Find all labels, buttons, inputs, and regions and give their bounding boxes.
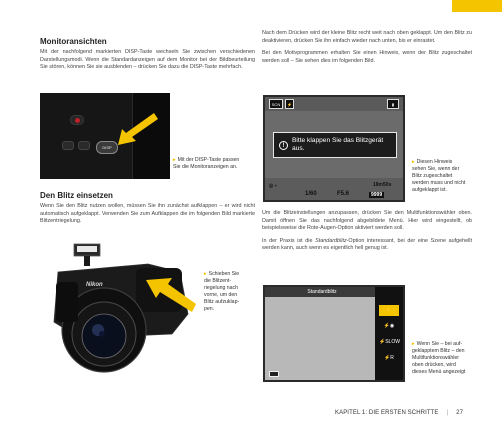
caption-arrow-icon: ▸ bbox=[412, 159, 415, 165]
caption-hinweis-line5: aufgeklappt ist. bbox=[412, 187, 447, 193]
flash-option-rear: ⚡R bbox=[384, 355, 394, 361]
para4-emphasis: Standardblitz bbox=[315, 237, 347, 244]
flash-warning-message bbox=[273, 132, 397, 158]
caption-menu-line1: Wenn Sie – bei auf- bbox=[416, 341, 463, 347]
caption-menu-line5: dieses Menü angezeigt bbox=[412, 369, 466, 375]
page-number: 27 bbox=[456, 410, 464, 416]
highlight-arrow-icon bbox=[114, 111, 158, 147]
stabilizer-icon: ◎ ◐ bbox=[269, 183, 278, 189]
playback-button-icon bbox=[62, 141, 74, 150]
flash-menu-title: Standardblitz bbox=[265, 287, 379, 297]
caption-hinweis-line2: sehen Sie, wenn der bbox=[412, 166, 460, 172]
right-column-lower bbox=[262, 210, 472, 257]
caption-hinweis bbox=[412, 159, 474, 194]
page-footer bbox=[335, 410, 463, 416]
caption-disp bbox=[173, 157, 263, 171]
warning-icon: ! bbox=[279, 141, 288, 150]
paragraph-blitz: Wenn Sie den Blitz nutzen wollen, müssen Sie ihn zunächst aufklappen – er wird nicht automatisch aufgeklappt. Verwenden Sie zum Aufklappen die im folgenden Bild markierte Blitzentriegelung. bbox=[40, 203, 255, 225]
caption-hinweis-line1: Diesen Hinweis bbox=[416, 159, 453, 165]
remaining-time: 18m50s bbox=[373, 182, 392, 188]
left-column-blitz bbox=[40, 191, 255, 231]
lcd-screen-flash-menu bbox=[263, 285, 405, 382]
caption-blitz bbox=[204, 271, 256, 313]
chapter-title: KAPITEL 1: DIE ERSTEN SCHRITTE bbox=[335, 410, 439, 416]
para4-pre: In der Praxis ist die bbox=[262, 237, 316, 244]
record-button-icon bbox=[70, 115, 84, 125]
caption-arrow-icon: ▸ bbox=[173, 157, 176, 163]
paragraph-motivprogramme: Bei den Motivprogrammen erhalten Sie einen Hinweis, wenn der Blitz zugeschaltet werden soll – Sie sehen dies im folgenden Bild. bbox=[262, 50, 472, 64]
para4-post: -Option interessant, bei der eine Szene aufgehellt werden kann, auch wenn es eigentlich hell genug ist. bbox=[262, 237, 472, 252]
caption-blitz-line3: riegelung nach bbox=[204, 285, 239, 291]
caption-menu bbox=[412, 341, 478, 376]
caption-blitz-line2: die Blitzent- bbox=[204, 278, 232, 284]
scene-mode-chip: SCN bbox=[269, 99, 283, 109]
caption-disp-line1: Mit der DISP-Taste passen bbox=[177, 157, 240, 163]
brand-logo-text: Nikon bbox=[86, 282, 103, 288]
remaining-shots: 9999 bbox=[371, 192, 383, 198]
footer-separator: | bbox=[446, 410, 449, 416]
battery-icon bbox=[269, 371, 279, 377]
camera-front-illustration bbox=[40, 242, 200, 374]
disp-label: DISP bbox=[102, 145, 112, 150]
photo-camera-front bbox=[40, 242, 200, 374]
aperture-value: F5.6 bbox=[337, 191, 350, 197]
shutter-speed: 1/60 bbox=[305, 191, 317, 197]
paragraph-monitoransichten: Mit der nachfolgend markierten DISP-Taste wechseln Sie zwischen verschiedenen Darstellungsmodi. Wenn die Standardanzeigen auf dem Monitor bei der Bildbeurteilung Sie stören, können Sie sie ausblenden – drücken Sie dazu die DISP-Taste mehrfach. bbox=[40, 49, 255, 71]
caption-hinweis-line4: werden muss und nicht bbox=[412, 180, 466, 186]
flash-option-auto: ⚡ bbox=[379, 305, 399, 316]
caption-disp-line2: Sie die Monitoranzeigen an. bbox=[173, 164, 238, 170]
caption-arrow-icon: ▸ bbox=[204, 271, 207, 277]
warning-line2: aus. bbox=[292, 145, 305, 152]
flash-mode-icon: ⚡ bbox=[285, 99, 294, 109]
right-column bbox=[262, 30, 472, 70]
paragraph-blitzeinstellungen: Um die Blitzeinstellungen anzupassen, drücken Sie den Multifunktionswähler oben. Damit öffnen Sie das nachfolgend abgebildete Menü. Hier wird eingestellt, ob beispielsweise die Rote-Augen-Option aktiviert werden soll. bbox=[262, 210, 472, 232]
battery-icon: ▮ bbox=[387, 99, 399, 109]
flash-option-slow: ⚡SLOW bbox=[379, 339, 400, 345]
heading-monitoransichten: Monitoransichten bbox=[40, 37, 107, 46]
lcd-screen-flash-warning bbox=[263, 95, 405, 202]
heading-blitz: Den Blitz einsetzen bbox=[40, 191, 113, 200]
caption-blitz-line5: Blitz aufzuklap- bbox=[204, 299, 240, 305]
paragraph-standardblitz bbox=[262, 238, 472, 253]
caption-menu-line3: Multifunktionswähler bbox=[412, 355, 459, 361]
warning-line1: Bitte klappen Sie das Blitzgerät bbox=[292, 137, 384, 144]
caption-arrow-icon: ▸ bbox=[412, 341, 415, 347]
caption-blitz-line4: vorne, um den bbox=[204, 292, 238, 298]
flash-menu-list bbox=[375, 287, 403, 380]
flash-option-redeye: ⚡◉ bbox=[383, 323, 395, 329]
caption-menu-line4: oben drücken, wird bbox=[412, 362, 456, 368]
menu-button-icon bbox=[78, 141, 90, 150]
left-column bbox=[40, 37, 255, 77]
caption-blitz-line1: Schieben Sie bbox=[208, 271, 240, 277]
caption-blitz-line6: pen. bbox=[204, 306, 215, 312]
chapter-tab bbox=[452, 0, 502, 12]
paragraph-blitz-klappen: Nach dem Drücken wird der kleine Blitz recht weit nach oben geklappt. Um den Blitz zu deaktivieren, drücken Sie ihn einfach wieder nach unten, bis er einrastet. bbox=[262, 30, 472, 44]
caption-hinweis-line3: Blitz zugeschaltet bbox=[412, 173, 453, 179]
photo-camera-back bbox=[40, 93, 170, 179]
caption-menu-line2: geklapptem Blitz – den bbox=[412, 348, 465, 354]
